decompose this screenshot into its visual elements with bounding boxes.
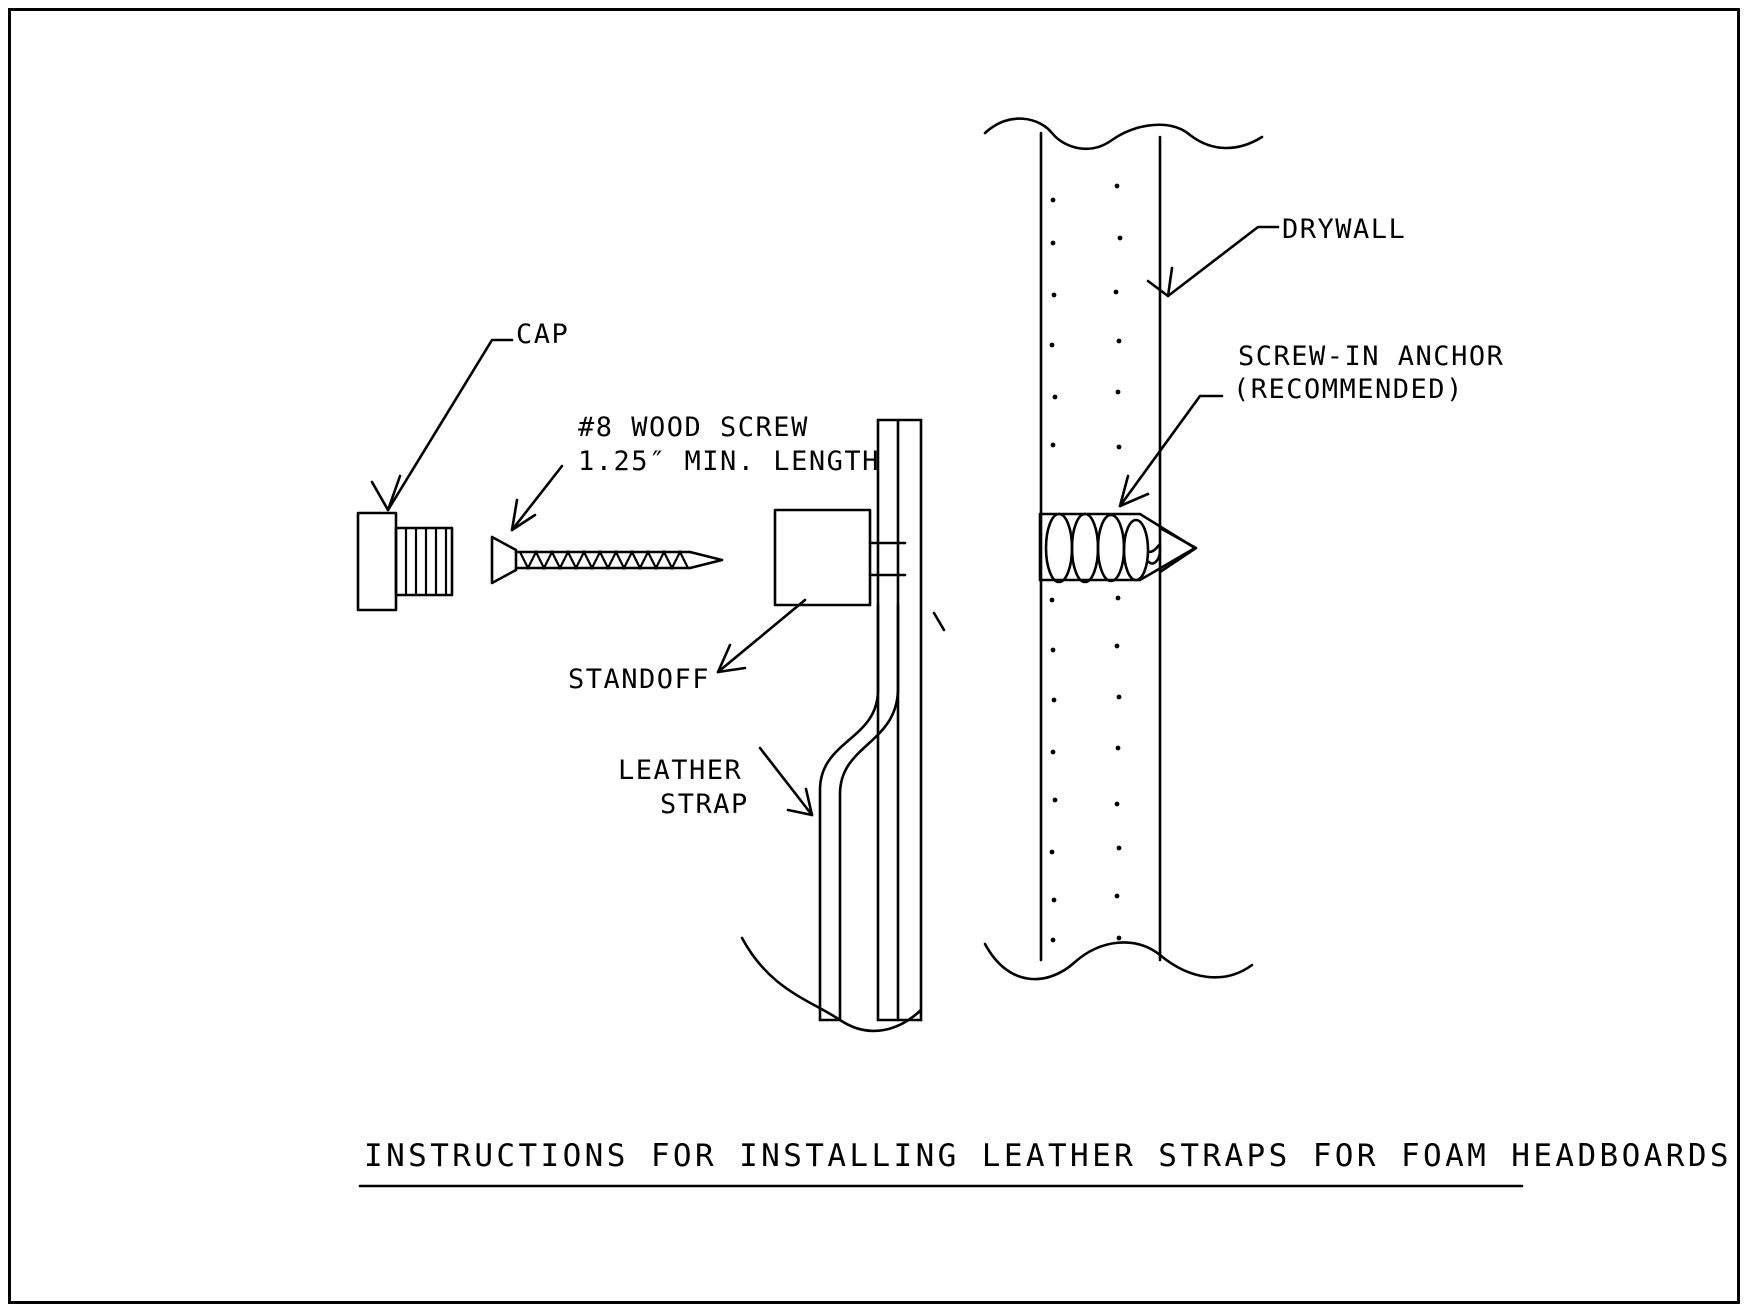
screw-in-anchor-part: [1040, 514, 1196, 582]
label-leather-strap-line1: LEATHER: [618, 755, 743, 786]
label-wood-screw-line2: 1.25″ MIN. LENGTH: [578, 446, 880, 477]
label-cap: CAP: [516, 319, 570, 350]
cap-part: [358, 513, 452, 610]
leather-strap-part: [742, 605, 921, 1031]
label-anchor-line2: (RECOMMENDED): [1233, 374, 1464, 405]
headboard-panel: [878, 420, 944, 1020]
label-standoff: STANDOFF: [568, 664, 711, 695]
wood-screw-part: [492, 537, 722, 583]
sheet-title: INSTRUCTIONS FOR INSTALLING LEATHER STRAPS FOR FOAM HEADBOARDS: [364, 1138, 1732, 1174]
leader-lines: [372, 227, 1278, 815]
label-leather-strap-line2: STRAP: [660, 789, 749, 820]
label-drywall: DRYWALL: [1282, 214, 1407, 245]
standoff-part: [775, 510, 905, 605]
label-anchor-line1: SCREW-IN ANCHOR: [1238, 341, 1505, 372]
label-wood-screw-line1: #8 WOOD SCREW: [578, 412, 809, 443]
